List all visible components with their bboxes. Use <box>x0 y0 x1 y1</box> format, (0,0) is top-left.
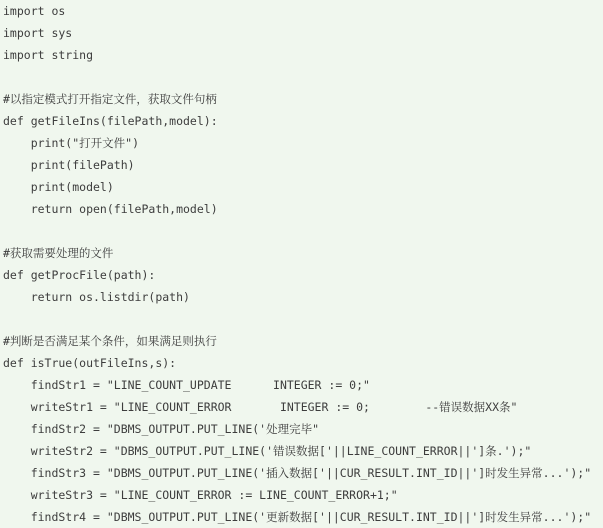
code-line: return os.listdir(path) <box>3 290 190 304</box>
code-line: import sys <box>3 26 73 40</box>
code-line: import os <box>3 4 66 18</box>
code-line: import string <box>3 48 94 62</box>
code-line: findStr1 = "LINE_COUNT_UPDATE INTEGER := 0;" <box>3 378 370 392</box>
code-line: return open(filePath,model) <box>3 202 218 216</box>
code-line: print(model) <box>3 180 114 194</box>
code-line: def getProcFile(path): <box>3 268 156 282</box>
code-line: findStr4 = "DBMS_OUTPUT.PUT_LINE('更新数据['||CUR_RESULT.INT_ID||']时发生异常...');" <box>3 510 592 524</box>
code-line-comment: #获取需要处理的文件 <box>3 246 114 260</box>
code-line: writeStr1 = "LINE_COUNT_ERROR INTEGER := 0; --错误数据XX条" <box>3 400 518 414</box>
code-line <box>3 220 603 242</box>
code-line: def isTrue(outFileIns,s): <box>3 356 177 370</box>
code-line: findStr3 = "DBMS_OUTPUT.PUT_LINE('插入数据['||CUR_RESULT.INT_ID||']时发生异常...');" <box>3 466 592 480</box>
code-line: print(filePath) <box>3 158 135 172</box>
code-line: findStr2 = "DBMS_OUTPUT.PUT_LINE('处理完毕" <box>3 422 320 436</box>
code-line <box>3 66 603 88</box>
code-line: writeStr3 = "LINE_COUNT_ERROR := LINE_COUNT_ERROR+1;" <box>3 488 398 502</box>
code-line-comment: #判断是否满足某个条件，如果满足则执行 <box>3 334 217 348</box>
code-line: writeStr2 = "DBMS_OUTPUT.PUT_LINE('错误数据['||LINE_COUNT_ERROR||']条.');" <box>3 444 532 458</box>
code-line: def getFileIns(filePath,model): <box>3 114 218 128</box>
code-line-comment: #以指定模式打开指定文件，获取文件句柄 <box>3 92 217 106</box>
code-line <box>3 308 603 330</box>
code-line: print("打开文件") <box>3 136 140 150</box>
